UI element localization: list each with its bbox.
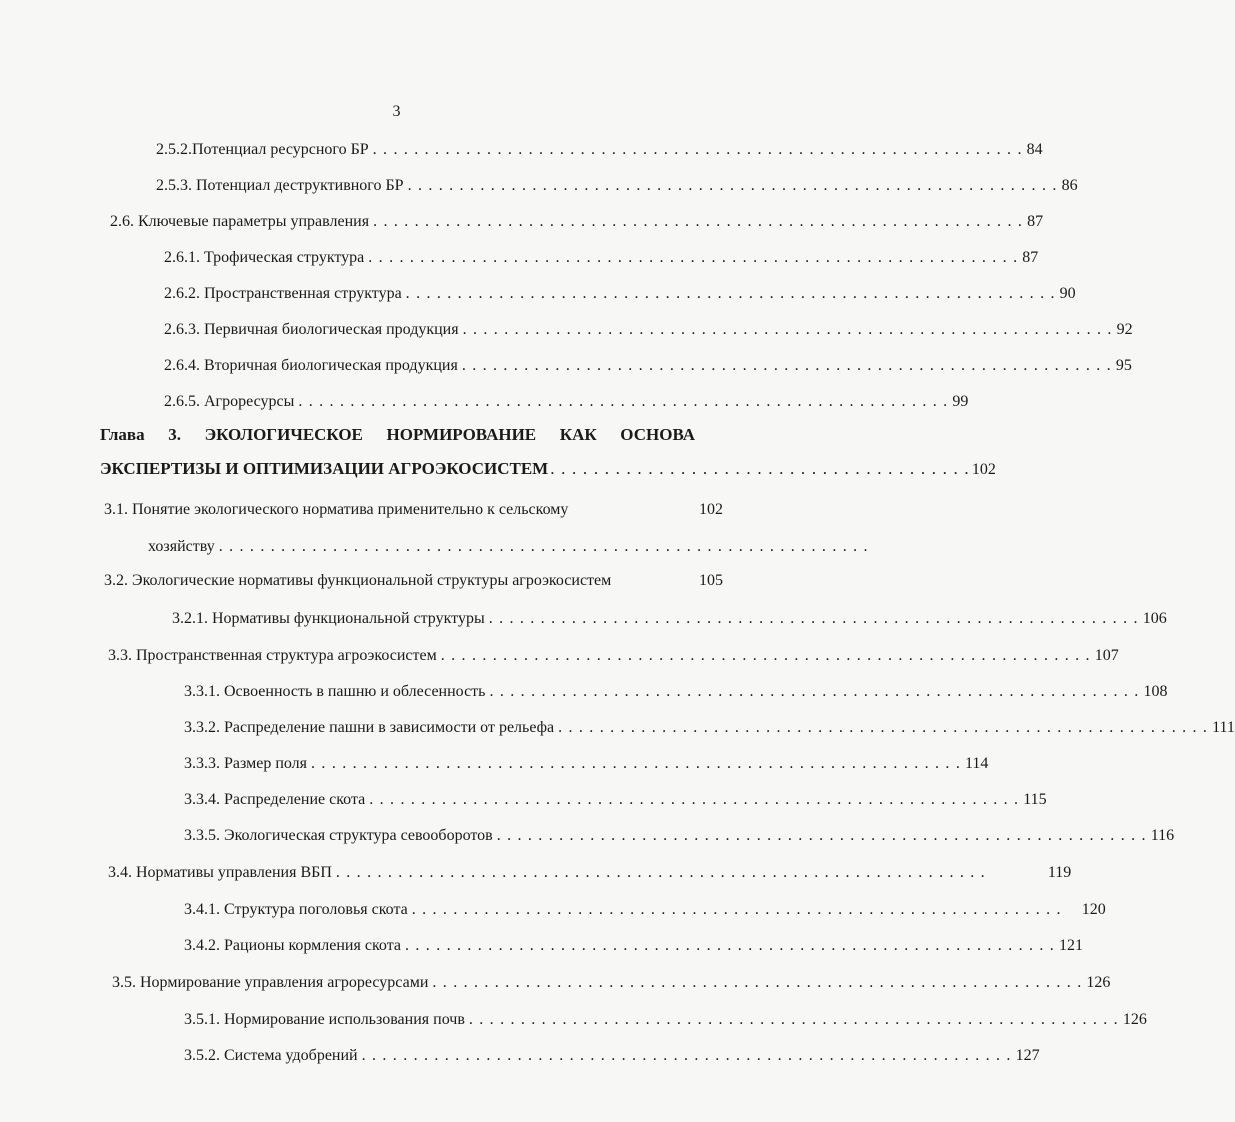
chapter-heading-line2 xyxy=(100,458,996,481)
toc-entry xyxy=(184,682,1168,702)
dot-leader: . . . . . . . . . . . . . . . . . . . . . . . . . . . . . . . . . . . . . . . . . . . . . . . . . . . . . . . . . . . . . . . xyxy=(405,937,1055,954)
toc-entry-page: 121 xyxy=(1059,937,1083,954)
toc-entry xyxy=(108,646,1119,666)
toc-entry-page: 114 xyxy=(965,755,989,772)
toc-entry xyxy=(164,356,1132,376)
toc-entry-page: 99 xyxy=(952,393,969,410)
toc-entry-page: 95 xyxy=(1115,357,1132,374)
toc-entry-label: 3.4.2. Рационы кормления скота xyxy=(184,937,401,954)
toc-entry xyxy=(164,392,969,412)
toc-entry-page: 115 xyxy=(1023,791,1047,808)
toc-entry-label: 3.5. Нормирование управления агроресурсами xyxy=(112,974,429,991)
toc-entry xyxy=(164,320,1133,340)
toc-entry xyxy=(104,571,723,591)
toc-entry xyxy=(184,1010,1147,1030)
toc-entry-label: 3.5.1. Нормирование использования почв xyxy=(184,1011,465,1028)
dot-leader: . . . . . . . . . . . . . . . . . . . . . . . . . . . . . . . . . . . . . . . . . . . . . . . . . . . . . . . . . . . . . . . xyxy=(298,393,949,410)
toc-entry-page: 116 xyxy=(1150,827,1175,844)
toc-entry-page: 108 xyxy=(1143,683,1168,700)
dot-leader: . . . . . . . . . . . . . . . . . . . . . . . . . . . . . . . . . . . . . . . . . . . . . . . . . . . . . . . . . . . . . . . xyxy=(405,285,1056,302)
toc-entry-page: 107 xyxy=(1094,647,1119,664)
toc-entry-label: 3.2.1. Нормативы функциональной структуры xyxy=(172,610,485,627)
toc-entry-label: 2.5.3. Потенциал деструктивного БР xyxy=(156,177,404,194)
page-number: 3 xyxy=(392,103,401,120)
dot-leader: . . . . . . . . . . . . . . . . . . . . . . . . . . . . . . . . . . . . . . . . . . . . . . . . . . . . . . . . . . . . . . . xyxy=(369,791,1020,808)
toc-entry-page: 127 xyxy=(1015,1047,1040,1064)
chapter-heading-text: ЭКСПЕРТИЗЫ И ОПТИМИЗАЦИИ АГРОЭКОСИСТЕМ xyxy=(100,459,549,478)
toc-entry xyxy=(108,863,1072,883)
toc-entry-page: 87 xyxy=(1022,249,1039,266)
toc-entry-label: 3.3. Пространственная структура агроэкосистем xyxy=(108,647,437,664)
toc-entry-continuation xyxy=(148,537,869,557)
toc-entry-label: 3.5.2. Система удобрений xyxy=(184,1047,358,1064)
dot-leader: . . . . . . . . . . . . . . . . . . . . . . . . . . . . . . . . . . . . . . . . . . . . . . . . . . . . . . . . . . . . . . . xyxy=(373,213,1024,230)
toc-entry-label: 2.6.2. Пространственная структура xyxy=(164,285,402,302)
toc-entry-page: 102 xyxy=(699,501,723,518)
toc-entry-page: 111 xyxy=(1212,719,1235,736)
toc-entry-page: 102 xyxy=(971,461,996,478)
toc-entry xyxy=(184,900,1106,920)
toc-entry xyxy=(164,284,1076,304)
toc-entry-label: 2.6. Ключевые параметры управления xyxy=(110,213,370,230)
toc-entry xyxy=(184,754,989,774)
toc-entry-label: 2.6.3. Первичная биологическая продукция xyxy=(164,321,459,338)
dot-leader: . . . . . . . . . . . . . . . . . . . . . . . . . . . . . . . . . . . . . . . . . . . . . . . . . . . . . . . . . . . . . . . xyxy=(411,901,1062,918)
dot-leader: . . . . . . . . . . . . . . . . . . . . . . . . . . . . . . . . . . . . . . . . . . . . . . . . . . . . . . . . . . . . . . . xyxy=(440,647,1091,664)
toc-entry-page: 119 xyxy=(1047,864,1072,881)
toc-entry-label: 3.3.1. Освоенность в пашню и облесенность xyxy=(184,683,486,700)
toc-entry xyxy=(104,500,723,520)
toc-entry-label: 2.6.4. Вторичная биологическая продукция xyxy=(164,357,458,374)
dot-leader: . . . . . . . . . . . . . . . . . . . . . . . . . . . . . . . . . . . . . . . . . . . . . . . . . . . . . . . . . . . . . . . xyxy=(496,827,1147,844)
dot-leader: . . . . . . . . . . . . . . . . . . . . . . . . . . . . . . . . . . . . . . . . . . . . . . . . . . . . . . . . . . . . . . . xyxy=(311,755,962,772)
toc-entry xyxy=(184,936,1083,956)
dot-leader: . . . . . . . . . . . . . . . . . . . . . . . . . . . . . . . . . . . . . . . . . . . . . . . . . . . . . . . . . . . . . . . xyxy=(218,538,869,555)
dot-leader: . . . . . . . . . . . . . . . . . . . . . . . . . . . . . . . . . . . . . . . . . . . . . . . . . . . . . . . . . . . . . . . xyxy=(462,321,1113,338)
dot-leader: . . . . . . . . . . . . . . . . . . . . . . . . . . . . . . . . . . . . . . . . . . . . . . . . . . . . . . . . . . . . . . . xyxy=(558,719,1209,736)
toc-entry-label: 3.2. Экологические нормативы функциональной структуры агроэкосистем xyxy=(104,572,612,589)
toc-entry-page: 86 xyxy=(1061,177,1078,194)
toc-entry xyxy=(184,826,1175,846)
toc-entry xyxy=(164,248,1039,268)
toc-entry-page: 84 xyxy=(1026,141,1043,158)
dot-leader: . . . . . . . . . . . . . . . . . . . . . . . . . . . . . . . . . . . . . . . . . . . . . . . . . . . . . . . . . . . . . . . xyxy=(461,357,1112,374)
chapter-heading: Глава 3. ЭКОЛОГИЧЕСКОЕ НОРМИРОВАНИЕ КАК ОСНОВА xyxy=(100,425,695,444)
dot-leader: . . . . . . . . . . . . . . . . . . . . . . . . . . . . . . . . . . . . . . . . . . . . . . . . . . . . . . . . . . . . . . . xyxy=(468,1011,1119,1028)
toc-entry-page: 90 xyxy=(1059,285,1076,302)
toc-entry-page: 87 xyxy=(1027,213,1044,230)
toc-entry xyxy=(184,1046,1040,1066)
toc-entry-page: 120 xyxy=(1081,901,1106,918)
toc-entry-label: 2.6.1. Трофическая структура xyxy=(164,249,365,266)
toc-entry-label: 2.6.5. Агроресурсы xyxy=(164,393,295,410)
toc-entry xyxy=(156,140,1043,160)
toc-entry xyxy=(172,609,1167,629)
toc-entry-label: 3.1. Понятие экологического норматива применительно к сельскому xyxy=(104,501,569,518)
toc-entry xyxy=(112,973,1111,993)
dot-leader: . . . . . . . . . . . . . . . . . . . . . . . . . . . . . . . . . . . . . . . . . . . . . . . . . . . . . . . . . . . . . . . xyxy=(372,141,1023,158)
dot-leader: . . . . . . . . . . . . . . . . . . . . . . . . . . . . . . . . . . . . . . . . . . . . . . . . . . . . . . . . . . . . . . . xyxy=(368,249,1019,266)
toc-entry-label: 3.4. Нормативы управления ВБП xyxy=(108,864,332,881)
toc-entry xyxy=(184,718,1235,738)
toc-entry-page: 92 xyxy=(1116,321,1133,338)
toc-entry xyxy=(110,212,1044,232)
toc-entry-page: 126 xyxy=(1086,974,1111,991)
toc-entry-label: 3.3.5. Экологическая структура севооборотов xyxy=(184,827,493,844)
toc-entry-label: хозяйству xyxy=(148,538,215,555)
dot-leader: . . . . . . . . . . . . . . . . . . . . . . . . . . . . . . . . . . . . . . . . . . . . . . . . . . . . . . . . . . . . . . . xyxy=(361,1047,1012,1064)
dot-leader: . . . . . . . . . . . . . . . . . . . . . . . . . . . . . . . . . . . . . . . . . . . . . . . . . . . . . . . . . . . . . . . xyxy=(335,864,986,881)
toc-entry-page: 105 xyxy=(699,572,723,589)
dot-leader: . . . . . . . . . . . . . . . . . . . . . . . . . . . . . . . . . . . . . . . . . . . . . . . . . . . . . . . . . . . . . . . xyxy=(489,683,1140,700)
toc-entry xyxy=(184,790,1047,810)
toc-entry-label: 3.3.3. Размер поля xyxy=(184,755,308,772)
toc-entry xyxy=(156,176,1078,196)
toc-entry-page: 106 xyxy=(1142,610,1167,627)
toc-entry-label: 3.3.2. Распределение пашни в зависимости от рельефа xyxy=(184,719,555,736)
dot-leader: . . . . . . . . . . . . . . . . . . . . . . . . . . . . . . . . . . . . . . . xyxy=(550,459,970,478)
toc-entry-page: 126 xyxy=(1122,1011,1147,1028)
toc-entry-label: 3.3.4. Распределение скота xyxy=(184,791,366,808)
dot-leader: . . . . . . . . . . . . . . . . . . . . . . . . . . . . . . . . . . . . . . . . . . . . . . . . . . . . . . . . . . . . . . . xyxy=(432,974,1083,991)
dot-leader: . . . . . . . . . . . . . . . . . . . . . . . . . . . . . . . . . . . . . . . . . . . . . . . . . . . . . . . . . . . . . . . xyxy=(407,177,1058,194)
toc-entry-label: 2.5.2.Потенциал ресурсного БР xyxy=(156,141,369,158)
toc-entry-label: 3.4.1. Структура поголовья скота xyxy=(184,901,408,918)
dot-leader: . . . . . . . . . . . . . . . . . . . . . . . . . . . . . . . . . . . . . . . . . . . . . . . . . . . . . . . . . . . . . . . xyxy=(488,610,1139,627)
